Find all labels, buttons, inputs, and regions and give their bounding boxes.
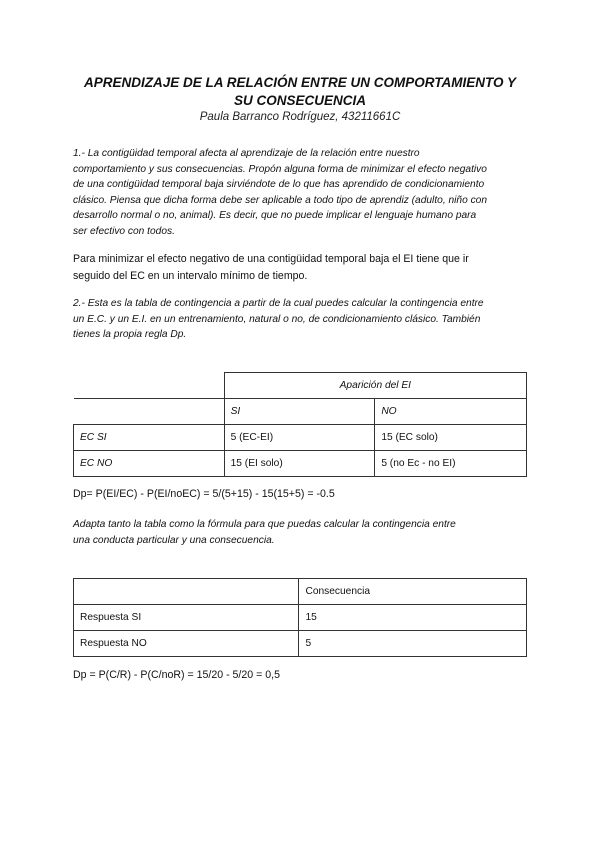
question-3 (73, 517, 533, 548)
table-cell: 5 (299, 631, 527, 657)
question-1 (73, 146, 533, 239)
question-2-line: 2.- Esta es la tabla de contingencia a partir de la cual puedes calcular la contingencia entre (73, 298, 484, 309)
question-1-line: clásico. Piensa que dicha forma debe ser aplicable a todo tipo de aprendiz (adulto, niño con (73, 194, 487, 206)
empty-corner-cell (74, 579, 299, 605)
table-row (74, 631, 527, 657)
empty-corner-cell (74, 373, 225, 399)
document-title (60, 74, 540, 110)
question-2 (73, 296, 533, 343)
row-header-ec-si: EC SI (74, 425, 225, 451)
table-cell: 15 (299, 605, 527, 631)
question-1-line: 1.- La contigüidad temporal afecta al aprendizaje de la relación entre nuestro (73, 148, 420, 159)
formula-2: Dp = P(C/R) - P(C/noR) = 15/20 - 5/20 = 0,5 (73, 669, 280, 681)
question-1-line: comportamiento y sus consecuencias. Propón alguna forma de minimizar el efecto negativo (73, 163, 487, 175)
column-header-consecuencia: Consecuencia (299, 579, 527, 605)
formula-1: Dp= P(EI/EC) - P(EI/noEC) = 5/(5+15) - 15(15+5) = -0.5 (73, 488, 335, 500)
contingency-table-response (73, 578, 527, 657)
table-row (74, 605, 527, 631)
empty-cell (74, 399, 225, 425)
table-cell: 15 (EC solo) (375, 425, 527, 451)
question-2-line: un E.C. y un E.I. en un entrenamiento, natural o no, de condicionamiento clásico. También (73, 313, 481, 325)
table-cell: 5 (no Ec - no EI) (375, 451, 527, 477)
question-2-line: tienes la propia regla Dp. (73, 329, 187, 340)
contingency-table-ec-ei (73, 372, 527, 477)
answer-1 (73, 251, 533, 284)
row-header-respuesta-no: Respuesta NO (74, 631, 299, 657)
row-header-respuesta-si: Respuesta SI (74, 605, 299, 631)
answer-1-line: Para minimizar el efecto negativo de una contigüidad temporal baja el EI tiene que ir (73, 253, 469, 265)
question-1-line: de una contigüidad temporal baja sirviéndote de lo que has aprendido de condicionamiento (73, 179, 485, 190)
table-cell: 5 (EC-EI) (224, 425, 375, 451)
question-3-line: Adapta tanto la tabla como la fórmula para que puedas calcular la contingencia entre (73, 519, 456, 530)
table-row (74, 579, 527, 605)
table-row (74, 373, 527, 399)
table-row (74, 425, 527, 451)
question-1-line: ser efectivo con todos. (73, 225, 175, 237)
question-1-line: desarrollo normal o no, animal). Es decir, que no puede implicar el lenguaje humano para (73, 210, 477, 221)
answer-1-line: seguido del EC en un intervalo mínimo de tiempo. (73, 269, 308, 282)
title-line-1: APRENDIZAJE DE LA RELACIÓN ENTRE UN COMPORTAMIENTO Y (83, 75, 517, 90)
column-header-si: SI (224, 399, 375, 425)
table-row (74, 399, 527, 425)
author-line: Paula Barranco Rodríguez, 43211661C (199, 111, 401, 123)
title-line-2: SU CONSECUENCIA (233, 93, 366, 108)
table-cell: 15 (EI solo) (224, 451, 375, 477)
question-3-line: una conducta particular y una consecuencia. (73, 534, 275, 546)
group-header-cell: Aparición del EI (224, 373, 526, 399)
row-header-ec-no: EC NO (74, 451, 225, 477)
table-row (74, 451, 527, 477)
column-header-no: NO (375, 399, 527, 425)
